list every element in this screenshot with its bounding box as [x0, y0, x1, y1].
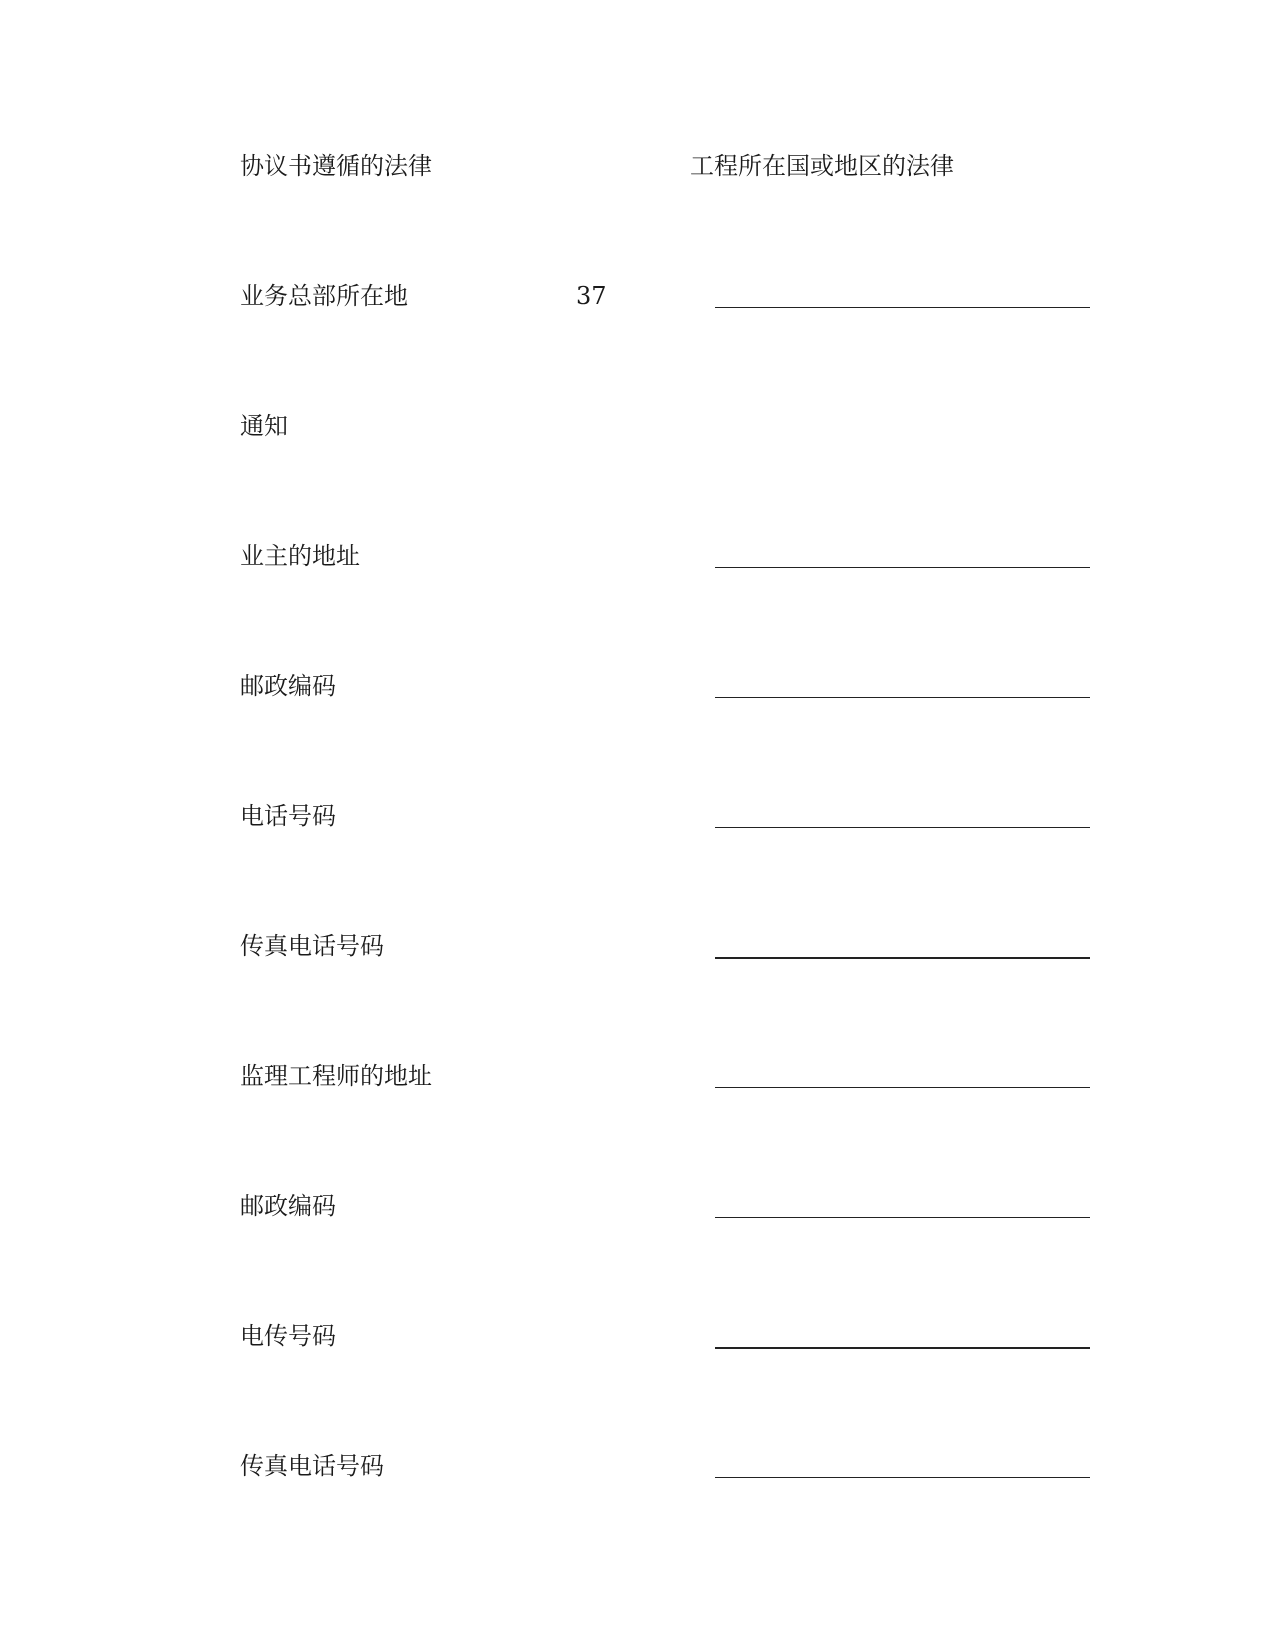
notice-row: [0, 410, 1275, 450]
owner-postcode-row: [0, 670, 1275, 710]
headquarters-blank-line[interactable]: [715, 307, 1090, 308]
engineer-postcode-label: 邮政编码: [240, 1192, 336, 1220]
owner-phone-blank-line[interactable]: [715, 827, 1090, 828]
engineer-fax-row: [0, 1450, 1275, 1490]
owner-fax-blank-line[interactable]: [715, 957, 1090, 959]
owner-phone-row: [0, 800, 1275, 840]
engineer-postcode-blank-line[interactable]: [715, 1217, 1090, 1218]
engineer-fax-blank-line[interactable]: [715, 1477, 1090, 1478]
governing-law-label: 协议书遵循的法律: [240, 152, 432, 180]
engineer-telex-label: 电传号码: [240, 1322, 336, 1350]
owner-fax-row: [0, 930, 1275, 970]
owner-postcode-label: 邮政编码: [240, 672, 336, 700]
engineer-address-label: 监理工程师的地址: [240, 1062, 432, 1090]
engineer-telex-row: [0, 1320, 1275, 1360]
engineer-address-row: [0, 1060, 1275, 1100]
governing-law-row: [0, 150, 1275, 190]
owner-address-blank-line[interactable]: [715, 567, 1090, 568]
notice-heading: 通知: [240, 412, 288, 440]
headquarters-row: [0, 280, 1275, 320]
owner-fax-label: 传真电话号码: [240, 932, 384, 960]
engineer-address-blank-line[interactable]: [715, 1087, 1090, 1088]
engineer-postcode-row: [0, 1190, 1275, 1230]
governing-law-value: 工程所在国或地区的法律: [690, 152, 954, 180]
clause-number: 37: [576, 282, 607, 310]
engineer-telex-blank-line[interactable]: [715, 1347, 1090, 1349]
owner-phone-label: 电话号码: [240, 802, 336, 830]
owner-address-row: [0, 540, 1275, 580]
headquarters-label: 业务总部所在地: [240, 282, 408, 310]
owner-postcode-blank-line[interactable]: [715, 697, 1090, 698]
owner-address-label: 业主的地址: [240, 542, 360, 570]
engineer-fax-label: 传真电话号码: [240, 1452, 384, 1480]
